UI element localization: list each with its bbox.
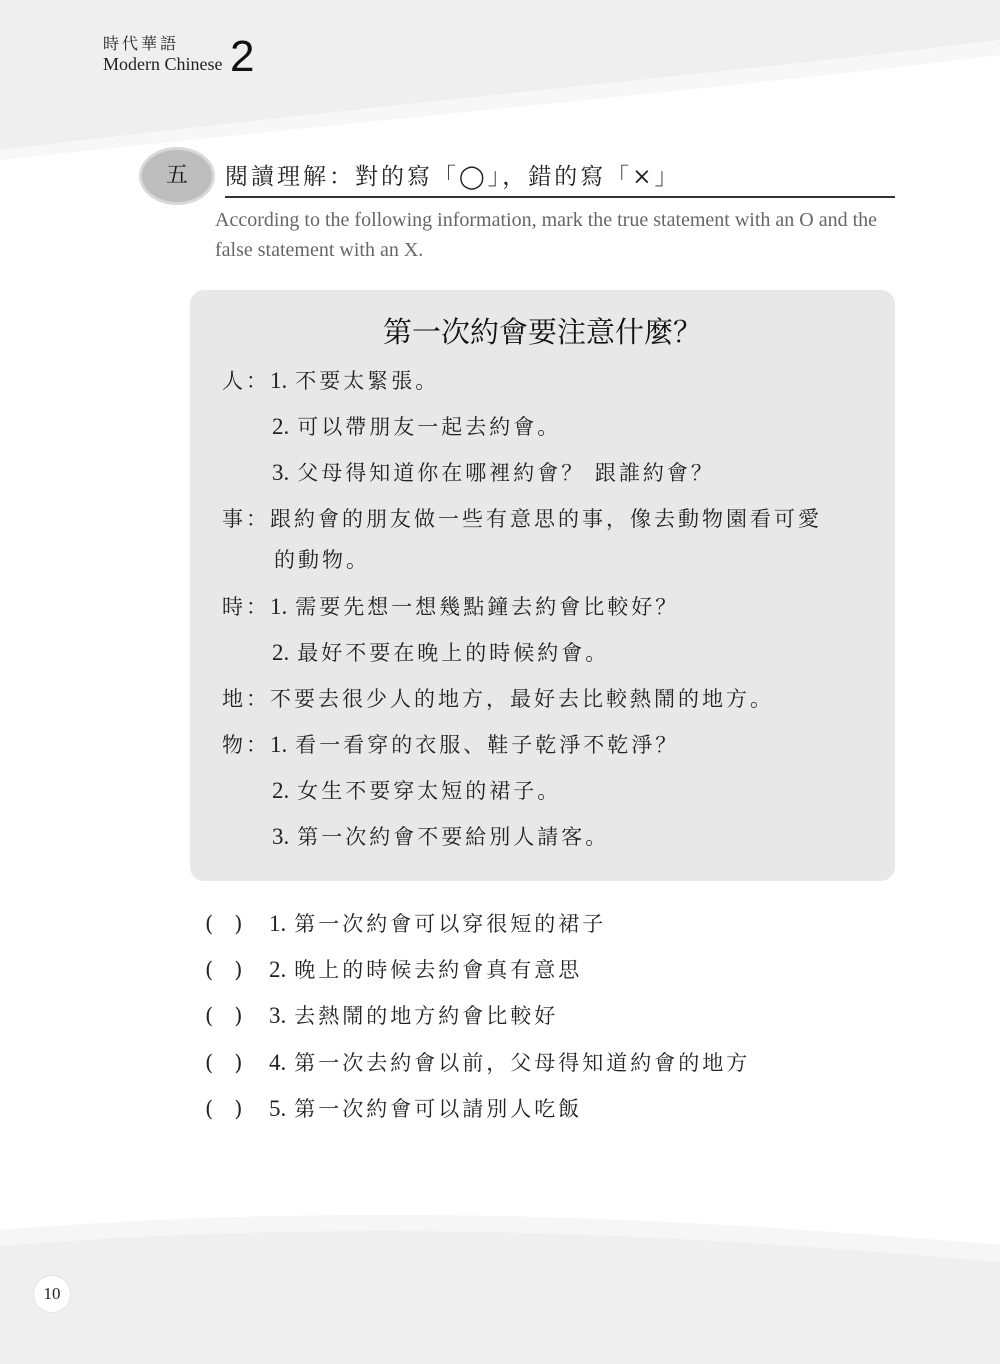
passage-objects-item: 2. 女生不要穿太短的裙子。 (272, 778, 562, 803)
category-label-things: 事： (222, 507, 270, 531)
question-2: ( ) 2. 晚上的時候去約會真有意思 (205, 953, 582, 987)
question-1: ( ) 1. 第一次約會可以穿很短的裙子 (205, 907, 606, 941)
passage-time-item: 2. 最好不要在晚上的時候約會。 (272, 640, 610, 665)
book-volume: 2 (230, 32, 255, 81)
answer-blank[interactable]: ( ) (205, 958, 243, 982)
book-title-en: Modern Chinese (103, 54, 223, 74)
answer-blank[interactable]: ( ) (205, 1051, 243, 1075)
page-number: 10 (33, 1275, 71, 1313)
passage-time-item: 時：1. 需要先想一想幾點鐘去約會比較好？ (222, 594, 680, 619)
category-label-time: 時： (222, 595, 270, 619)
passage-place-line: 地：不要去很少人的地方，最好去比較熱鬧的地方。 (222, 687, 774, 711)
book-header (103, 32, 255, 81)
passage-people-item: 人：1. 不要太緊張。 (222, 368, 440, 393)
category-label-objects: 物： (222, 733, 270, 757)
answer-blank[interactable]: ( ) (205, 1004, 243, 1028)
section-badge: 五 (142, 150, 212, 202)
passage-things-line: 事：跟約會的朋友做一些有意思的事，像去動物園看可愛 (222, 507, 822, 531)
section-subtitle: According to the following information, mark the true statement with an O and the false statement with an X. (215, 209, 878, 261)
passage-people-item: 3. 父母得知道你在哪裡約會？ 跟誰約會？ (272, 460, 715, 485)
answer-blank[interactable]: ( ) (205, 1097, 243, 1121)
section-title: 閱讀理解：對的寫「◯」，錯的寫「×」 (225, 158, 895, 198)
passage-objects-item: 3. 第一次約會不要給別人請客。 (272, 824, 610, 849)
passage-title: 第一次約會要注意什麼？ (382, 315, 702, 349)
category-label-people: 人： (222, 369, 270, 393)
book-title-zh: 時代華語 (103, 34, 180, 53)
passage-people-item: 2. 可以帶朋友一起去約會。 (272, 414, 562, 439)
category-label-place: 地： (222, 687, 270, 711)
passage-objects-item: 物：1. 看一看穿的衣服、鞋子乾淨不乾淨？ (222, 732, 680, 757)
passage-things-line: 的動物。 (274, 548, 370, 572)
answer-blank[interactable]: ( ) (205, 912, 243, 936)
question-3: ( ) 3. 去熱鬧的地方約會比較好 (205, 999, 558, 1033)
question-5: ( ) 5. 第一次約會可以請別人吃飯 (205, 1092, 582, 1126)
question-4: ( ) 4. 第一次去約會以前，父母得知道約會的地方 (205, 1046, 750, 1080)
